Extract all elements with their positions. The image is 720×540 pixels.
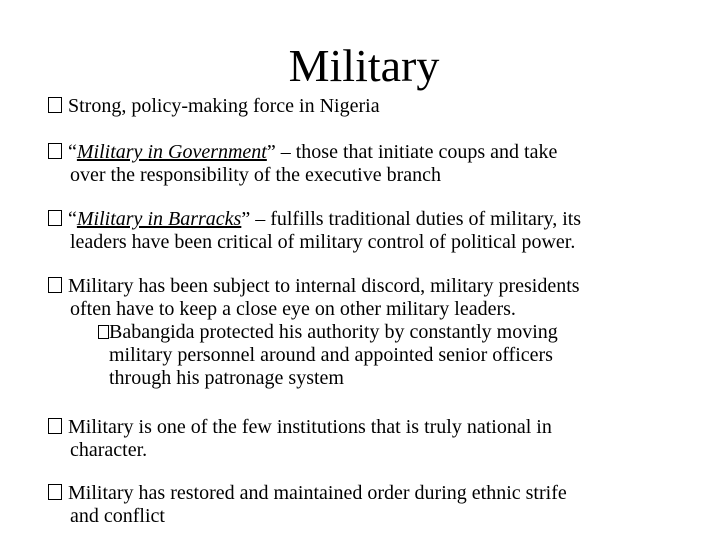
open-quote: “ xyxy=(68,141,77,163)
bullet-box-icon xyxy=(48,484,62,500)
bullet-box-icon xyxy=(48,210,62,226)
bullet-item-4 xyxy=(48,275,698,321)
sub-bullet-text: Babangida protected his authority by constantly moving xyxy=(109,321,558,343)
sub-bullet-box-icon xyxy=(98,325,109,339)
bullet-item-5 xyxy=(48,416,698,462)
bullet-text: ” – fulfills traditional duties of military, its xyxy=(241,208,582,230)
open-quote: “ xyxy=(68,208,77,230)
bullet-text-continuation: over the responsibility of the executive branch xyxy=(70,164,441,186)
term-military-in-government: Military in Government xyxy=(76,141,267,163)
bullet-item-1 xyxy=(48,95,698,118)
sub-bullet-text-continuation: through his patronage system xyxy=(109,367,344,389)
term-military-in-barracks: Military in Barracks xyxy=(76,208,242,230)
bullet-box-icon xyxy=(48,143,62,159)
bullet-text: Strong, policy-making force in Nigeria xyxy=(68,95,380,117)
bullet-text: Military has restored and maintained order during ethnic strife xyxy=(68,482,567,504)
slide-title: Military xyxy=(288,40,440,91)
bullet-item-3 xyxy=(48,208,698,254)
sub-bullet-item xyxy=(98,321,678,390)
bullet-text: ” – those that initiate coups and take xyxy=(266,141,558,163)
bullet-text-continuation: and conflict xyxy=(70,505,165,527)
bullet-text-continuation: often have to keep a close eye on other military leaders. xyxy=(70,298,516,320)
bullet-text: Military is one of the few institutions that is truly national in xyxy=(68,416,552,438)
bullet-item-6 xyxy=(48,482,698,528)
bullet-box-icon xyxy=(48,277,62,293)
bullet-box-icon xyxy=(48,97,62,113)
bullet-item-2 xyxy=(48,141,698,187)
bullet-text: Military has been subject to internal discord, military presidents xyxy=(68,275,580,297)
sub-bullet-text-continuation: military personnel around and appointed senior officers xyxy=(109,344,553,366)
bullet-text-continuation: character. xyxy=(70,439,148,461)
bullet-box-icon xyxy=(48,418,62,434)
bullet-text-continuation: leaders have been critical of military control of political power. xyxy=(70,231,576,253)
